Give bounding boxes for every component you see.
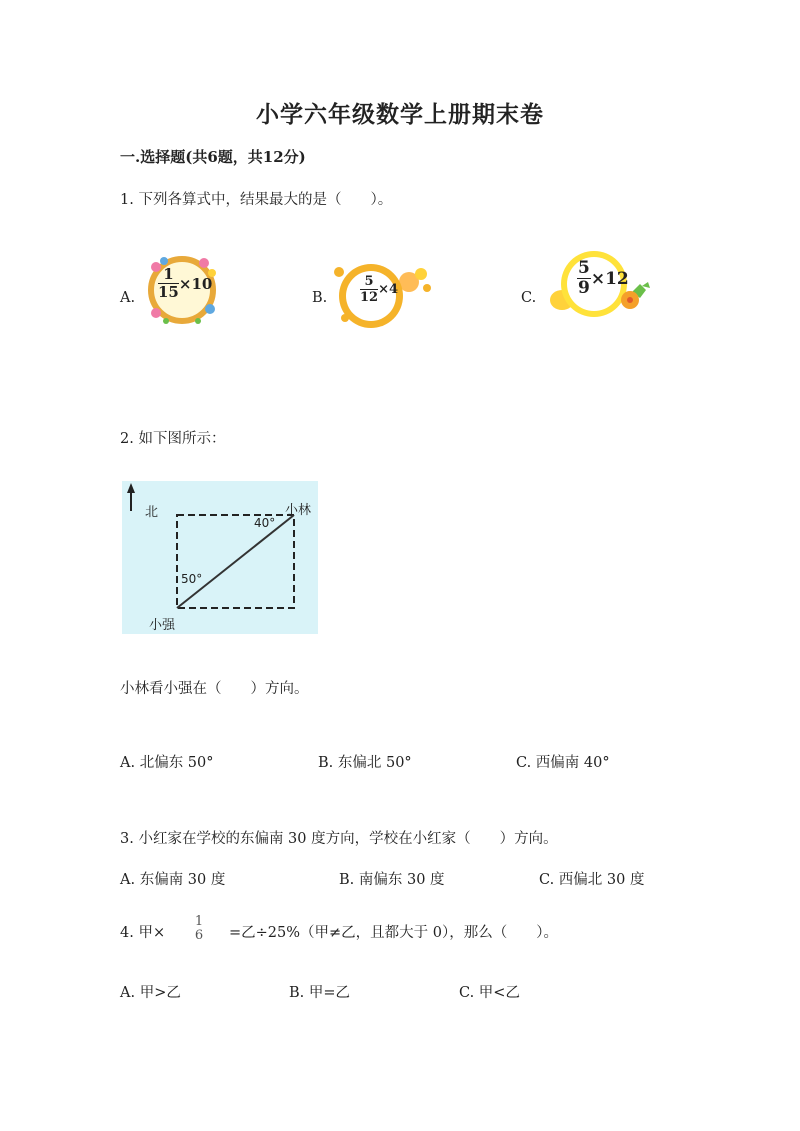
q1-a-denominator: 15 — [158, 283, 179, 301]
angle-40-label: 40° — [254, 516, 276, 530]
xiaoqiang-label: 小强 — [149, 618, 176, 633]
question-4-prefix: 4. 甲× — [120, 925, 166, 941]
q1-c-multiplier: ×12 — [590, 268, 629, 289]
q1-option-b-label: B. — [312, 290, 328, 306]
q4-numerator: 1 — [194, 914, 204, 929]
section-heading: 一.选择题(共6题，共12分) — [120, 148, 306, 166]
q2-option-c[interactable]: C. 西偏南 40° — [516, 755, 610, 771]
q1-a-multiplier: ×10 — [178, 274, 213, 293]
q1-b-multiplier: ×4 — [378, 282, 399, 297]
q1-option-c-badge[interactable] — [548, 248, 656, 320]
page-title: 小学六年级数学上册期末卷 — [256, 101, 544, 128]
north-label: 北 — [145, 505, 159, 520]
q2-option-a[interactable]: A. 北偏东 50° — [120, 755, 214, 771]
angle-50-label: 50° — [181, 572, 203, 586]
question-2-prompt: 小林看小强在（ ）方向。 — [120, 681, 309, 697]
question-4-suffix: =乙÷25%（甲≠乙，且都大于 0），那么（ ）。 — [229, 925, 559, 941]
connecting-line — [177, 515, 294, 608]
q1-c-numerator: 5 — [578, 258, 590, 278]
q2-option-b[interactable]: B. 东偏北 50° — [318, 755, 412, 771]
q1-a-fraction — [158, 267, 179, 300]
q3-option-c[interactable]: C. 西偏北 30 度 — [539, 872, 645, 888]
q1-option-a-label: A. — [120, 290, 136, 306]
q4-denominator: 6 — [194, 927, 204, 943]
q1-a-numerator: 1 — [158, 267, 179, 284]
q4-fraction — [191, 915, 207, 942]
question-1-text: 1. 下列各算式中，结果最大的是（ ）。 — [120, 192, 393, 208]
q1-b-fraction — [360, 275, 378, 304]
q1-b-denominator: 12 — [360, 290, 379, 305]
q1-c-fraction — [577, 260, 591, 297]
q4-option-b[interactable]: B. 甲=乙 — [289, 985, 351, 1001]
q1-option-b-badge[interactable] — [327, 258, 439, 330]
q4-option-c[interactable]: C. 甲<乙 — [459, 985, 520, 1001]
q3-option-b[interactable]: B. 南偏东 30 度 — [339, 872, 445, 888]
q1-c-denominator: 9 — [578, 278, 590, 298]
q3-option-a[interactable]: A. 东偏南 30 度 — [120, 872, 226, 888]
q1-b-numerator: 5 — [360, 275, 378, 290]
direction-figure — [122, 481, 318, 634]
q1-option-a-badge[interactable] — [142, 253, 222, 325]
q4-option-a[interactable]: A. 甲>乙 — [120, 985, 181, 1001]
question-3-text: 3. 小红家在学校的东偏南 30 度方向，学校在小红家（ ）方向。 — [120, 831, 558, 847]
question-2-text: 2. 如下图所示： — [120, 431, 226, 447]
north-arrow-icon — [127, 483, 135, 493]
xiaolin-label: 小林 — [285, 503, 312, 518]
q1-option-c-label: C. — [521, 290, 537, 306]
